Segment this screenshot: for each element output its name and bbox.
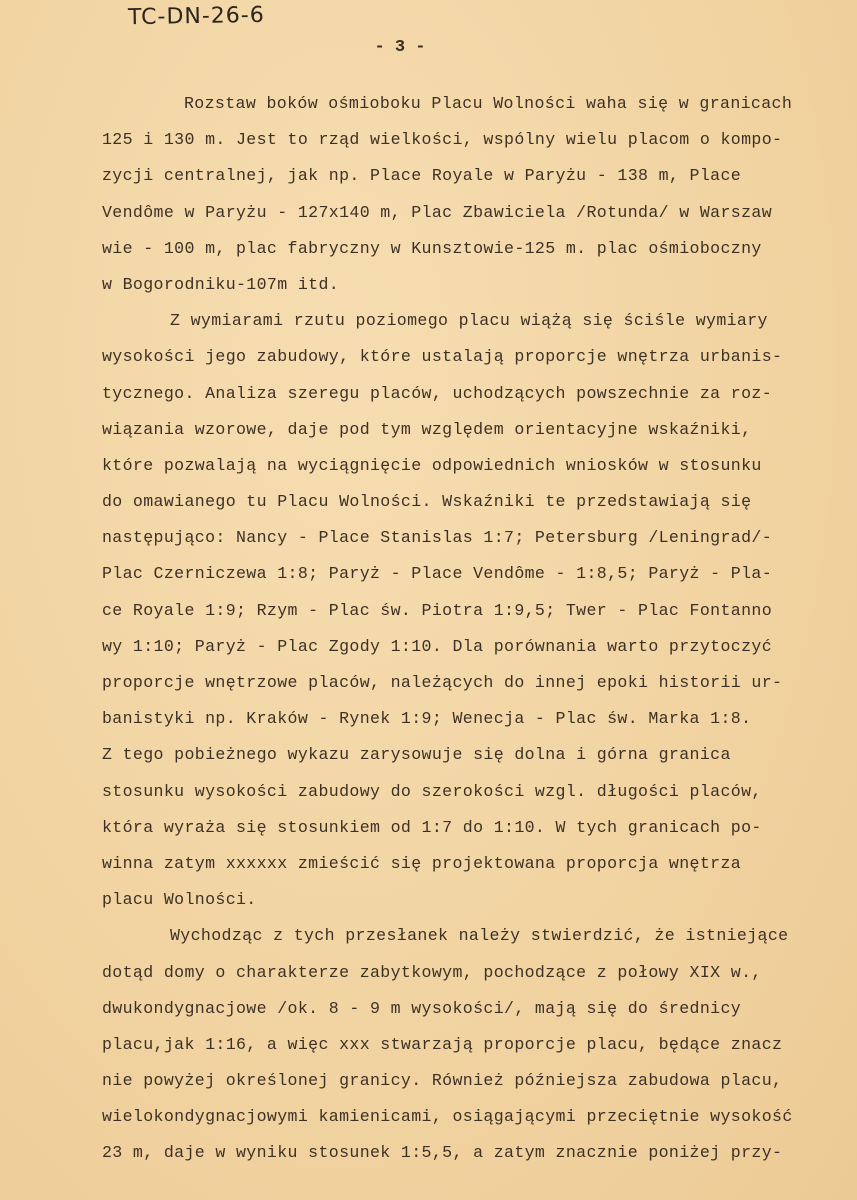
text-line: zycji centralnej, jak np. Place Royale w Paryżu - 138 m, Place xyxy=(102,166,742,186)
text-line: Vendôme w Paryżu - 127x140 m, Plac Zbawiciela /Rotunda/ w Warszaw xyxy=(102,202,773,222)
text-line: wysokości jego zabudowy, które ustalają proporcje wnętrza urbanis- xyxy=(102,347,783,367)
text-line: ce Royale 1:9; Rzym - Plac św. Piotra 1:9,5; Twer - Plac Fontanno xyxy=(102,600,773,620)
text-line: do omawianego tu Placu Wolności. Wskaźniki te przedstawiają się xyxy=(102,492,752,512)
text-line: które pozwalają na wyciągnięcie odpowiednich wniosków w stosunku xyxy=(102,455,762,475)
text-line: w Bogorodniku-107m itd. xyxy=(102,274,340,294)
text-line: wiązania wzorowe, daje pod tym względem orientacyjne wskaźniki, xyxy=(102,419,752,439)
text-line: dotąd domy o charakterze zabytkowym, pochodzące z połowy XIX w., xyxy=(102,962,762,982)
text-line: nie powyżej określonej granicy. Również późniejsza zabudowa placu, xyxy=(102,1071,783,1091)
text-line: wie - 100 m, plac fabryczny w Kunsztowie-125 m. plac ośmioboczny xyxy=(102,238,762,258)
text-line: placu Wolności. xyxy=(102,890,257,910)
text-line: wy 1:10; Paryż - Plac Zgody 1:10. Dla porównania warto przytoczyć xyxy=(102,636,773,656)
text-line: Wychodząc z tych przesłanek należy stwierdzić, że istniejące xyxy=(170,926,789,946)
text-line: 23 m, daje w wyniku stosunek 1:5,5, a zatym znacznie poniżej przy- xyxy=(102,1143,783,1163)
text-line: 125 i 130 m. Jest to rząd wielkości, wspólny wielu placom o kompo- xyxy=(102,130,783,150)
text-line: stosunku wysokości zabudowy do szerokości wzgl. długości placów, xyxy=(102,781,762,801)
page-number: - 3 - xyxy=(374,38,426,57)
text-line: proporcje wnętrzowe placów, należących do innej epoki historii ur- xyxy=(102,673,783,692)
text-line: placu,jak 1:16, a więc xxx stwarzają proporcje placu, będące znacz xyxy=(102,1034,783,1054)
text-line: która wyraża się stosunkiem od 1:7 do 1:10. W tych granicach po- xyxy=(102,817,762,837)
text-line: Rozstaw boków ośmioboku Placu Wolności waha się w granicach xyxy=(184,94,793,113)
text-line: tycznego. Analiza szeregu placów, uchodzących powszechnie za roz- xyxy=(102,383,773,403)
typed-body-text xyxy=(102,86,857,1172)
text-line: wielokondygnacjowymi kamienicami, osiągającymi przeciętnie wysokość xyxy=(102,1107,793,1127)
text-line: Z tego pobieżnego wykazu zarysowuje się dolna i górna granica xyxy=(102,745,731,765)
text-line: następująco: Nancy - Place Stanislas 1:7; Petersburg /Leningrad/- xyxy=(102,528,773,548)
text-line: Plac Czerniczewa 1:8; Paryż - Place Vendôme - 1:8,5; Paryż - Pla- xyxy=(102,564,773,584)
text-line: winna zatym xxxxxx zmieścić się projektowana proporcja wnętrza xyxy=(102,853,742,873)
text-line: dwukondygnacjowe /ok. 8 - 9 m wysokości/, mają się do średnicy xyxy=(102,998,742,1018)
text-line: Z wymiarami rzutu poziomego placu wiążą się ściśle wymiary xyxy=(170,311,768,331)
handwritten-document-id: TC-DN-26-6 xyxy=(127,2,265,31)
text-line: banistyki np. Kraków - Rynek 1:9; Wenecja - Plac św. Marka 1:8. xyxy=(102,709,752,729)
